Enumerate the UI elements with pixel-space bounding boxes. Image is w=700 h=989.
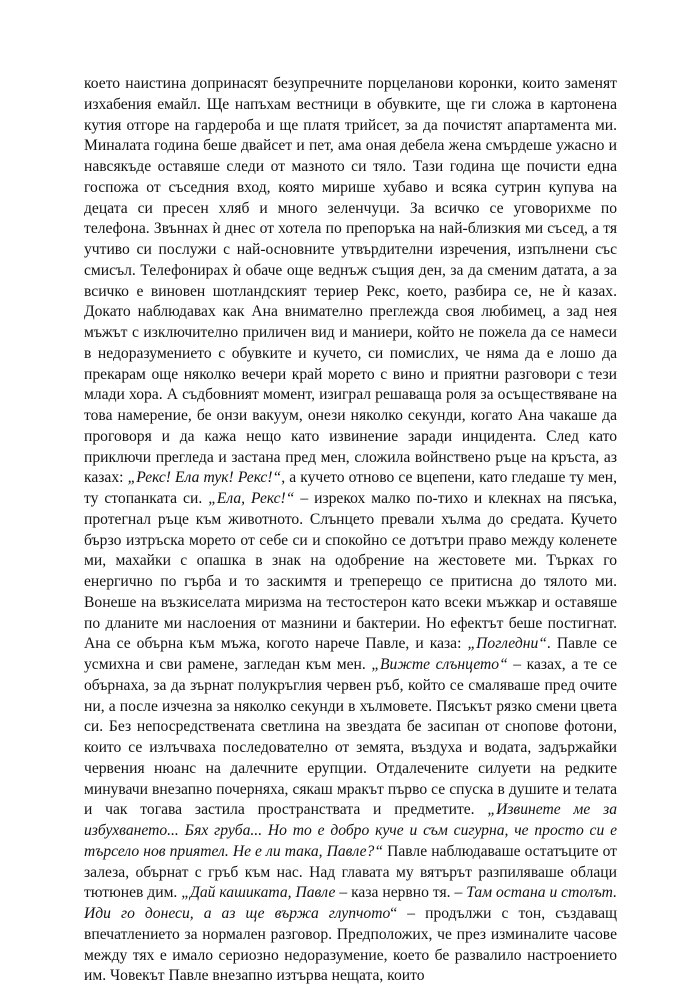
italic-dialogue: „Погледни“ — [467, 635, 547, 653]
italic-dialogue: „Извинете ме за избухването... Бях груба... Но то е добро куче и съм сигурна, че просто си е търсело нов приятел. Не е ли така, Павле?“ — [84, 801, 617, 860]
body-paragraph — [84, 74, 617, 987]
italic-dialogue: „Дай кашиката, Павле — [181, 884, 336, 902]
text-run: . Павле се усмихна и сви рамене, загледан към мен. — [84, 635, 617, 673]
text-run: , а кучето отново се вцепени, като гледаше ту мен, ту стопанката си. — [84, 469, 618, 507]
italic-dialogue: Там остана и столът. Иди го донеси, а аз ще вържа глупчото — [84, 884, 618, 922]
italic-dialogue: „Вижте слънцето“ — [371, 656, 508, 673]
text-run: което наистина допринасят безупречните порцеланови коронки, които заменят изхабения емайл. Ще напъхам вестници в обувките, ще ги сложа в картонена кутия отгоре на гардероба и ще платя трийсет, за да почистят апартамента ми. Миналата година беше двайсет и пет, ама оная дебела жена смърдеше ужасно и навсякъде оставяше следи от мазното си тяло. Тази година ще почисти една госпожа от съседния вход, която мирише хубаво и всяка сутрин купува на децата си пресен хляб и много зеленчуци. За всичко се уговорихме по телефона. Звъннах ѝ днес от хотела по препоръка на най-близкия ми съсед, а тя учтиво си послужи с най-основните утвърдителни изречения, изпълнени със смисъл. Телефонирах ѝ обаче още веднъж същия ден, за да сменим датата, а за всичко е виновен шотландският териер Рекс, което, разбира се, не ѝ казах. Докато наблюдавах как Ана внимателно преглежда своя любимец, а зад нея мъжът с изключително приличен вид и маниери, който не пожела да се намеси в недоразумението с обувките и кучето, си помислих, че няма да е лошо да прекарам още няколко вечери край морето с вино и приятни разговори с тези млади хора. А съдбовният момент, изиграл решаваща роля за осъществяване на това намерение, бе онзи вакуум, онези няколко секунди, когато Ана чакаше да проговоря и да кажа нещо като извинение заради инцидента. След като приключи прегледа и застана пред мен, сложила войнствено ръце на кръста, аз казах: — [84, 75, 617, 487]
text-run: – изрекох малко по-тихо и клекнах на пясъка, протегнал ръце към животното. Слънцето превали хълма до средата. Кучето бързо изтръска морето от себе си и спокойно се дотътри право между коленете ми, махайки с опашка в знак на одобрение на жестовете ми. Търках го енергично по гърба и то заскимтя и треперещо се притисна до тялото ми. Вонеше на възкиселата миризма на тестостерон като всеки мъжкар и оставяше по дланите ми наслоения от мазнини и бактерии. Но ефектът беше постигнат. Ана се обърна към мъжа, когото нарече Павле, и каза: — [84, 490, 617, 653]
text-run: – казах, а те се обърнаха, за да зърнат полукръглия червен ръб, който се смаляваше пред очите ни, а после изчезна за няколко секунди в хълмовете. Пясъкът рязко смени цвета си. Без непосредствената светлина на звездата бе засипан от снопове фотони, които се излъчваха последователно от земята, въздуха и водата, задържайки червения нюанс на далечните ерупции. Отдалечените силуети на редките минувачи внезапно почерняха, сякаш мракът първо се спуска в душите и телата и чак тогава застила пространствата и предметите. — [84, 656, 617, 819]
italic-dialogue: „Рекс! Ела тук! Рекс!“ — [127, 469, 282, 487]
document-page — [84, 74, 617, 987]
text-run: Павле наблюдаваше остатъците от залеза, обърнат с гръб към нас. Над главата му вятърът разпиляваше облаци тютюнев дим. — [84, 842, 617, 902]
text-run: – каза нервно тя. – — [335, 884, 467, 902]
italic-dialogue: „Ела, Рекс!“ — [208, 490, 295, 507]
text-run: “ – продължи с тон, създаващ впечатлението за нормален разговор. Предположих, че през изминалите часове между тях е имало сериозно недоразумение, което бе развалило настроението им. Човекът Павле внезапно изтърва нещата, които — [84, 905, 617, 985]
